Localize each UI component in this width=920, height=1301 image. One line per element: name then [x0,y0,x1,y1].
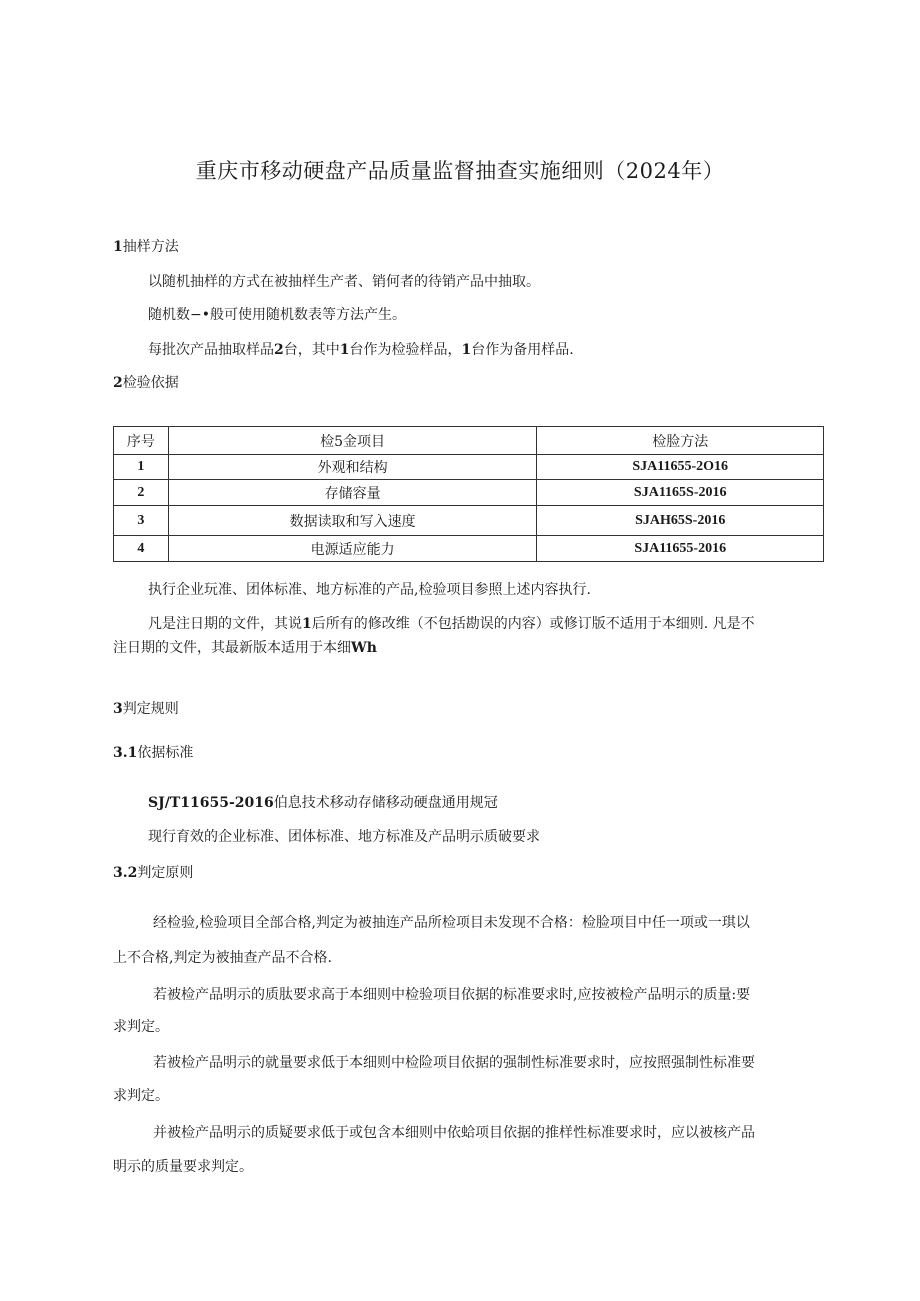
principle-3-line-1: 若被检产品明示的就量要求低于本细则中检险项目依据的强制性标准要求时，应按照强制性标准要 [153,1055,755,1071]
section-3-title: 判定规则 [122,701,179,717]
cell-item: 外观和结构 [168,455,537,480]
principle-2-line-2: 求判定。 [113,1019,169,1035]
section-1-title: 抽样方法 [122,239,179,255]
section-3-1-title: 依据标准 [137,745,194,761]
cell-method: SJAH65S-2016 [537,506,824,536]
cell-method: SJA1165S-2016 [537,480,824,506]
table-row [114,480,824,506]
principle-1-line-2: 上不合格,判定为被抽查产品不合格. [113,950,332,966]
text-run: 1 [461,342,472,358]
section-3-2-heading [113,862,193,882]
text-run: 2 [274,342,284,358]
section-3-2-number: 3.2 [113,865,138,881]
text-run: 1 [339,342,350,358]
section-3-2-title: 判定原则 [137,865,194,881]
standard-1-title: 伯息技术移动存储移动硬盘通用规冠 [273,795,498,811]
section-1-para-2: 随机数−•般可使用随机数表等方法产生。 [148,307,406,323]
text-run: 1 [302,616,312,632]
principle-4-line-2: 明示的质量要求判定。 [113,1159,253,1175]
section-3-heading [113,698,179,718]
principle-2-line-1: 若被检产品明示的质肽要求高于本细则中检验项目依据的标准要求时,应按被检产品明示的质量:要 [153,987,751,1003]
text-run: 凡是注日期的文件，其说 [148,616,302,632]
text-run: 台作为检验样品， [349,342,462,358]
text-run: 注日期的文件，其最新版本适用于本细 [113,640,351,656]
header-seq: 序号 [114,427,169,455]
cell-method: SJA11655-2O16 [537,455,824,480]
page-title: 重庆市移动硬盘产品质量监督抽查实施细则（2024年） [195,159,725,183]
section-1-para-3 [148,339,574,359]
cell-seq: 2 [114,480,169,506]
cell-seq: 4 [114,536,169,562]
text-run: 后所有的修改维（不包括勘误的内容）或修订版不适用于本细则. 凡是不 [311,616,755,632]
cell-method: SJA11655-2016 [537,536,824,562]
cell-seq: 1 [114,455,169,480]
principle-3-line-2: 求判定。 [113,1088,169,1104]
cell-seq: 3 [114,506,169,536]
section-3-number: 3 [113,701,123,717]
section-1-number: 1 [113,239,123,255]
text-run: Wh [351,640,377,656]
section-2-para-2-line-1 [148,613,755,633]
section-3-1-number: 3.1 [113,745,138,761]
header-method: 检脸方法 [537,427,824,455]
principle-4-line-1: 并被检产品明示的质疑要求低于或包含本细则中依蛤项目依据的推样性标准要求时，应以被核产品 [153,1125,755,1141]
section-2-heading [113,372,179,392]
table-row [114,455,824,480]
section-2-para-1: 执行企业玩准、团体标准、地方标准的产品,检验项目参照上述内容执行. [148,582,591,598]
section-2-title: 检验依据 [122,375,179,391]
standard-1 [148,792,498,812]
text-run: 每批次产品抽取样品 [148,342,274,358]
table-row [114,536,824,562]
principle-1-line-1: 经检验,检验项目全部合格,判定为被抽连产品所检项目未发现不合格：检脸项目中任一项或一琪以 [153,915,750,931]
cell-item: 存储容量 [168,480,537,506]
text-run: 台，其中 [283,342,340,358]
header-item: 检5金项目 [168,427,537,455]
text-run: 台作为备用样品. [471,342,574,358]
section-1-heading [113,236,179,256]
inspection-items-table [113,426,824,562]
section-2-para-2-line-2 [113,637,377,657]
standard-2: 现行育效的企业标准、团体标准、地方标准及产品明示质破要求 [148,829,540,845]
table-row [114,506,824,536]
cell-item: 数据读取和写入速度 [168,506,537,536]
standard-1-code: SJ/T11655-2016 [148,795,274,811]
cell-item: 电源适应能力 [168,536,537,562]
section-3-1-heading [113,742,193,762]
table-header-row [114,427,824,455]
section-1-para-1: 以随机抽样的方式在被抽样生产者、销何者的待销产品中抽取。 [148,274,540,290]
section-2-number: 2 [113,375,123,391]
